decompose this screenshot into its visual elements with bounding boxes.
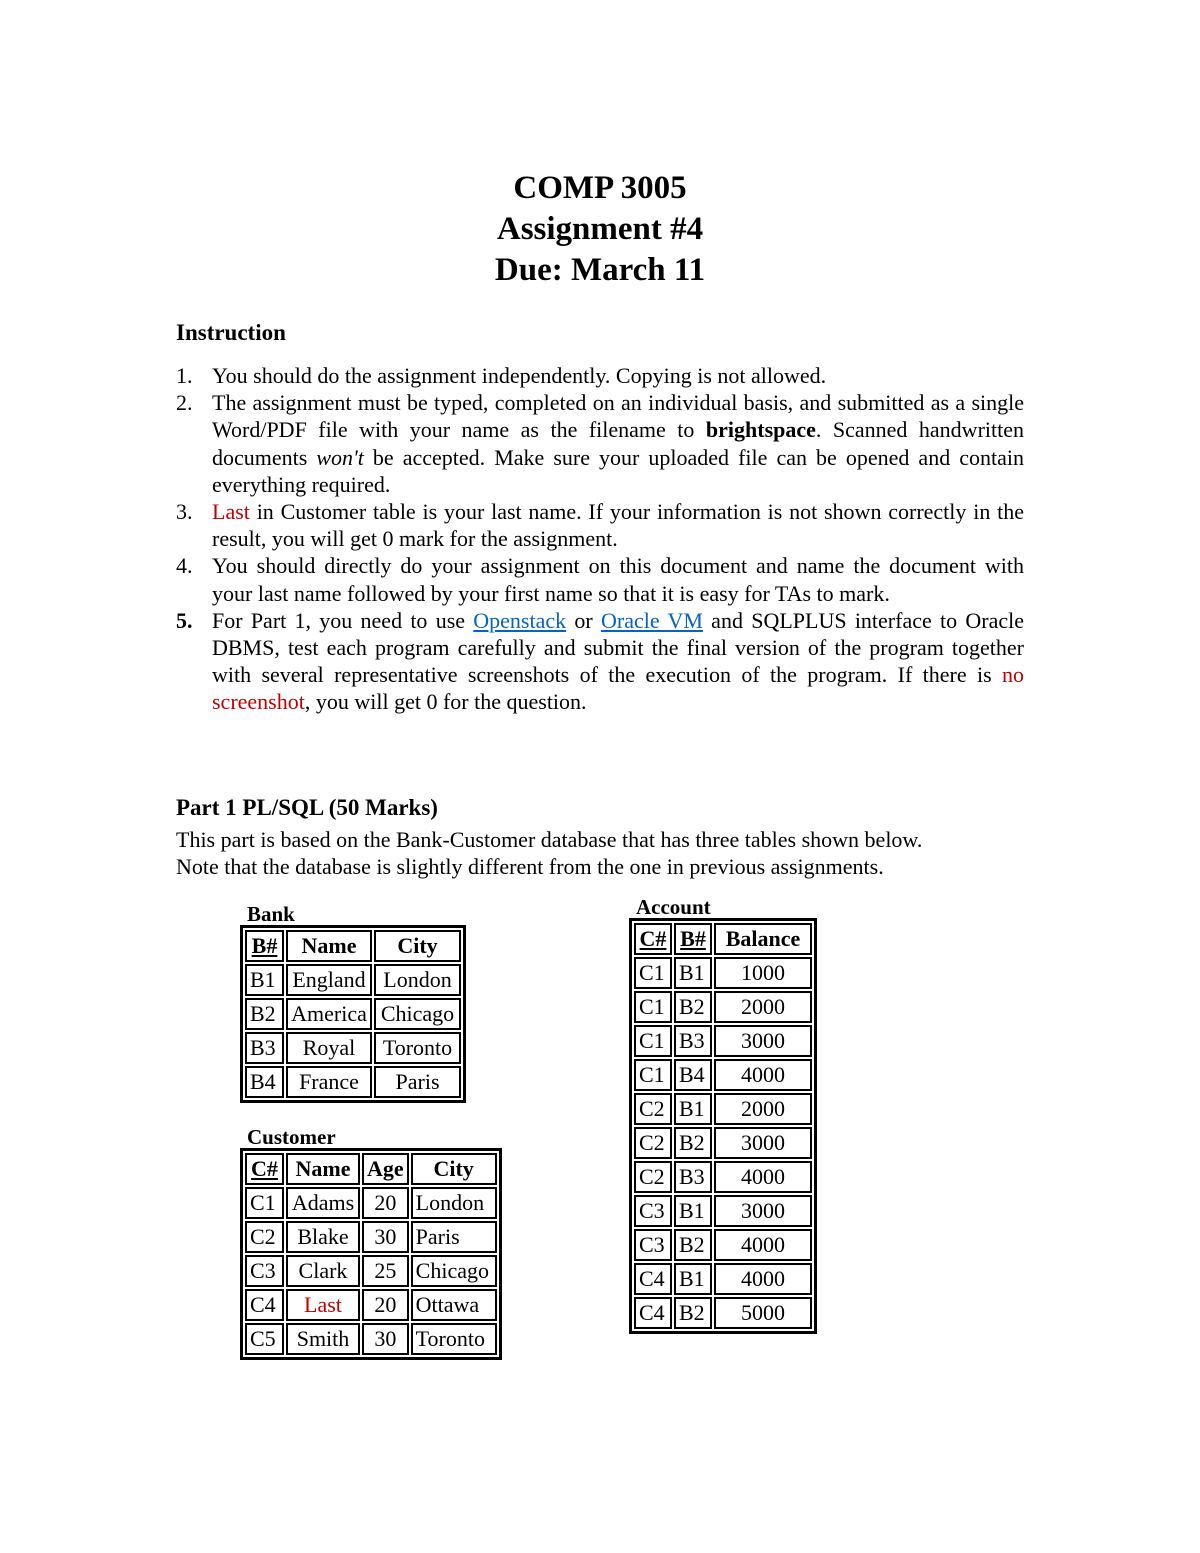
table-row: B4 France Paris	[245, 1066, 461, 1098]
customer-table	[240, 1148, 502, 1360]
instruction-item-5: 5. For Part 1, you need to use Openstack or Oracle VM and SQLPLUS interface to Oracle DBMS, test each program carefully and submit the final version of the program together with several representative screenshots of the execution of the program. If there is no screenshot, you will get 0 for the question.	[176, 607, 1025, 715]
table-row: C5 Smith 30 Toronto	[245, 1323, 497, 1355]
table-row: C3 B2 4000	[634, 1229, 812, 1261]
table-row: C2 Blake 30 Paris	[245, 1221, 497, 1253]
table-row: B2 America Chicago	[245, 998, 461, 1030]
table-row: C2 B1 2000	[634, 1093, 812, 1125]
openstack-link[interactable]: Openstack	[473, 607, 567, 633]
no-screenshot-highlight: no screenshot	[212, 662, 1024, 715]
table-row: B3 Royal Toronto	[245, 1032, 461, 1064]
table-row: C4 Last 20 Ottawa	[245, 1289, 497, 1321]
document-title	[0, 168, 1200, 291]
instruction-item-1: 1. You should do the assignment independently. Copying is not allowed.	[176, 363, 827, 388]
brightspace-text: brightspace	[705, 417, 816, 443]
table-row: C4 B2 5000	[634, 1297, 812, 1329]
oracle-vm-link[interactable]: Oracle VM	[600, 607, 703, 633]
last-highlight: Last	[212, 499, 250, 525]
part1-heading: Part 1 PL/SQL (50 Marks)	[176, 795, 438, 820]
table-row: C2 B3 4000	[634, 1161, 812, 1193]
table-row: C3 Clark 25 Chicago	[245, 1255, 497, 1287]
table-header-row: C# B# Balance	[634, 923, 812, 955]
instruction-list	[176, 362, 1024, 716]
table-row: C1 B3 3000	[634, 1025, 812, 1057]
instruction-item-4: 4. You should directly do your assignment on this document and name the document with your last name followed by your first name so that it is easy for TAs to mark.	[176, 553, 1024, 606]
bank-table-label: Bank	[247, 902, 295, 926]
table-header-row: C# Name Age City	[245, 1153, 497, 1185]
part1-description: This part is based on the Bank-Customer database that has three tables shown below. Note that the database is slightly different from the one in previous assignments.	[176, 827, 923, 879]
instruction-item-3: 3. Last in Customer table is your last name. If your information is not shown correctly in the result, you will get 0 mark for the assignment.	[176, 499, 1024, 552]
table-row: C1 B4 4000	[634, 1059, 812, 1091]
assignment-number: Assignment #4	[496, 211, 704, 247]
table-row: C3 B1 3000	[634, 1195, 812, 1227]
instruction-item-2: 2. The assignment must be typed, completed on an individual basis, and submitted as a single Word/PDF file with your name as the filename to brightspace. Scanned handwritten documents won't be accepted. Make sure your uploaded file can be opened and contain everything required.	[176, 390, 1025, 497]
customer-table-label: Customer	[247, 1125, 336, 1149]
table-row: C2 B2 3000	[634, 1127, 812, 1159]
account-table	[629, 918, 817, 1334]
table-row: C1 B2 2000	[634, 991, 812, 1023]
table-row: C4 B1 4000	[634, 1263, 812, 1295]
table-row: C1 Adams 20 London	[245, 1187, 497, 1219]
last-name-cell: Last	[286, 1289, 360, 1321]
table-header-row: B# Name City	[245, 930, 461, 962]
due-date: Due: March 11	[494, 252, 706, 288]
bank-table	[240, 925, 466, 1103]
table-row: C1 B1 1000	[634, 957, 812, 989]
course-code: COMP 3005	[513, 170, 687, 206]
table-row: B1 England London	[245, 964, 461, 996]
instruction-heading: Instruction	[176, 320, 286, 345]
account-table-label: Account	[636, 895, 711, 919]
